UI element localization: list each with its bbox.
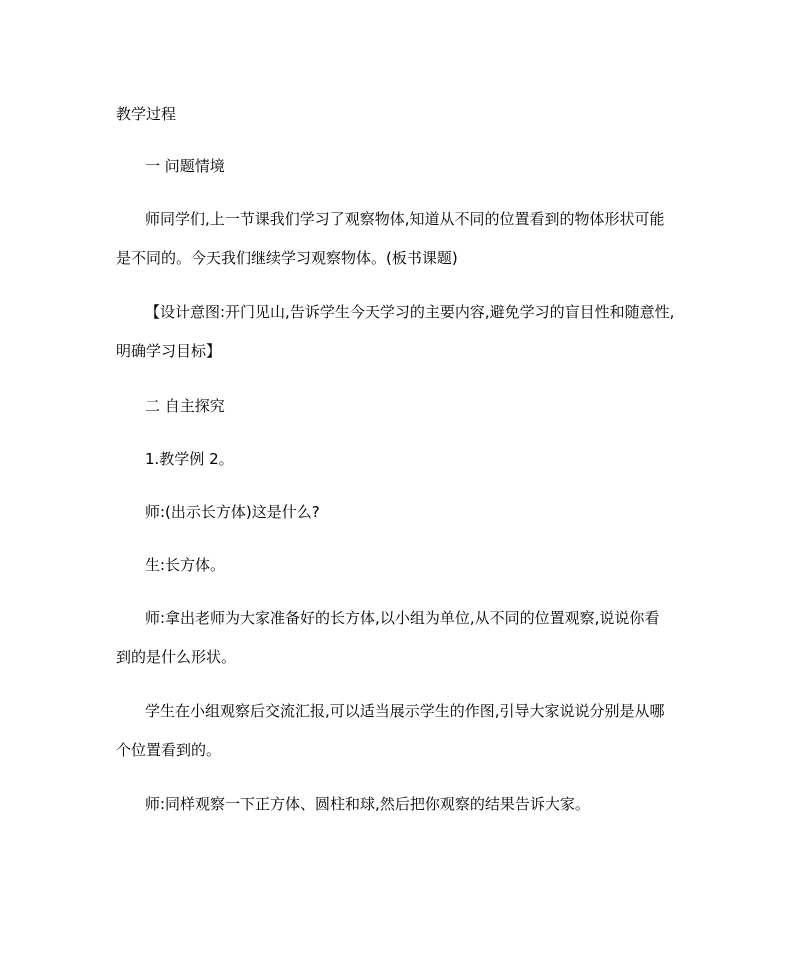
dialog-student-answer: 生:长方体。 (145, 556, 226, 574)
dialog-teacher-instruction-line-1: 师:拿出老师为大家准备好的长方体,以小组为单位,从不同的位置观察,说说你看 (145, 609, 660, 627)
document-title: 教学过程 (116, 105, 177, 123)
dialog-teacher-instruction-line-2: 到的是什么形状。 (116, 648, 237, 666)
section-heading-problem-situation: 一 问题情境 (145, 157, 225, 175)
dialog-teacher-question: 师:(出示长方体)这是什么? (145, 503, 320, 521)
paragraph-intro-line-2: 是不同的。今天我们继续学习观察物体。(板书课题) (116, 249, 458, 267)
design-intent-line-2: 明确学习目标】 (116, 342, 222, 360)
section-heading-self-exploration: 二 自主探究 (145, 397, 225, 415)
student-report-line-1: 学生在小组观察后交流汇报,可以适当展示学生的作图,引导大家说说分别是从哪 (145, 702, 665, 720)
paragraph-intro-line-1: 师同学们,上一节课我们学习了观察物体,知道从不同的位置看到的物体形状可能 (145, 210, 665, 228)
student-report-line-2: 个位置看到的。 (116, 741, 222, 759)
design-intent-line-1: 【设计意图:开门见山,告诉学生今天学习的主要内容,避免学习的盲目性和随意性, (145, 303, 675, 321)
dialog-teacher-followup: 师:同样观察一下正方体、圆柱和球,然后把你观察的结果告诉大家。 (145, 795, 590, 813)
list-item-example-2: 1.教学例 2。 (145, 450, 234, 468)
